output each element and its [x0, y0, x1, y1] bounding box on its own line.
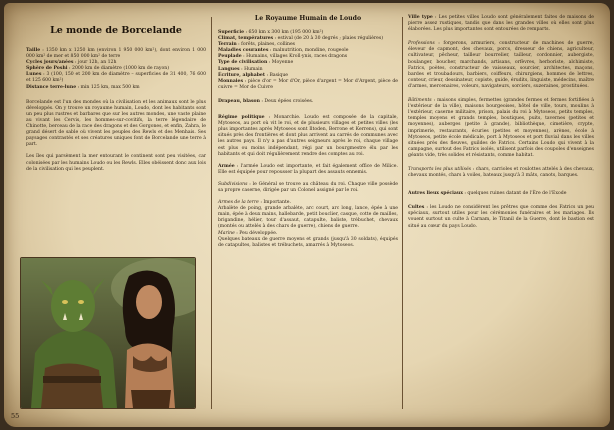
column-loudo-1: [218, 15, 398, 413]
stat-line: Maladies courantes : malnutrition, mondine, rougeole: [218, 48, 349, 54]
armes-paragraph: Arbalète de poing, grande arbalète, arc court, arc long, lance, épée à une main, épée à deux mains, hallebarde, petit bouclier, casque, cotte de mailles, brigandine, hélier, tour d'assaut, catapulte, baliste, trébuchet, chevaux (montés ou attelés à des chars de guerre), chiens de guerre.: [218, 206, 398, 230]
column-loudo-2: [408, 15, 594, 413]
armee-paragraph: Armée : l'armée Loudo est importante, et fait également office de Milice. Elle est équipée pour repousser la plupart des assauts ennemis.: [218, 163, 398, 175]
marine-heading: Marine : Peu développée.: [218, 230, 278, 236]
body-paragraph: Borcelande est l'un des mondes où la civilisation et les animaux sont le plus développés. On y trouve un royaume humain, Loudo, dont les habitants sont un peu plus rustres et barbares que sur les autres mondes, une vaste plaine au vivant les Cervis, les hommes-sur-covitifs, la terre légendaire de Chinotte, berceau de la race des dragons et des Gorgones, et enfin, Zahra, le grand désert de sable où vivent les peuples des Rewls et des Menhais. Ses paysages contrastés et ses créatures uniques font de Borcelande une terre à part.: [26, 99, 206, 148]
stat-line: Terrain : forêts, plaines, collines: [218, 42, 296, 48]
body-paragraph: Les îles qui parsèment la mer entourant le continent sont peu visitées, car colonisées par les humains Loudo ou les Rewls. Elles obéissent donc aux lois de la civilisation qui les peuplent.: [26, 154, 206, 172]
lieux-paragraph: Autres lieux spéciaux : quelques ruines datant de l'Ère de l'Exode: [408, 191, 567, 197]
document-page: [4, 3, 610, 427]
transport-paragraph: Transports les plus utilisés : chars, carrioles et roulottes attelés à des chevaux, chevaux montés, chars à voiles, bateaux jusqu'à 3 mâts, canots, barques.: [408, 166, 594, 179]
illustration-image: [21, 258, 195, 408]
stat-line: Cycles jours/anées : jour 12h, an 12h: [26, 60, 117, 66]
loudo-stats: [218, 30, 398, 91]
marine-paragraph: Quelques bateaux de guerre moyens et grands (jusqu'à 30 soldats), équipés de catapultes, balistes et trébuchets, amarrés à Mytoseos.: [218, 236, 398, 248]
page-number: 55: [11, 412, 20, 420]
borcelande-stats: [26, 48, 206, 91]
stat-line: Monnaies : pièce d'or = Mor d'Or, pièce d'argent = Mor d'Argent, pièce de cuivre = Mor de Cuivre: [218, 78, 398, 90]
section-title-borcelande: Le monde de Borcelande: [50, 25, 182, 36]
stat-line: Écriture, alphabet : Basique: [218, 72, 289, 78]
cultes-paragraph: Cultes : les Loudo ne considèrent les prêtres que comme des Fatrics un peu spéciaux, surtout utiles pour les cérémonies funéraires et les mariages. Ils vouent surtout un culte à Carnam, le Titanil de la Guerre, dont le bastion est situé au cœur du pays Loudo.: [408, 205, 594, 229]
stat-line: Distance terre-lune : min 125 km, max 500 km: [26, 84, 140, 90]
batiments-paragraph: Bâtiments : maisons simples, fermettes (grandes fermes et fermes fortifiées à l'extérieur de la ville), maisons bourgeoises, hôtel de ville, tours, moulins à l'extérieur, caserne militaire, prison, palais du roi à Mytoseos, petits temples, temples moyens et grands temples, boutiques, puits, tavernes (petites et moyennes), auberges (petite à grande), bibliothèque, cimetière, crypte, imprimerie, restaurants, écuries (petites et moyennes), arènes, école à Mytoseos, petite école médicale, port à Mytoseos et port fluvial dans les villes situées près des fleuves, guildes de Fatrics. Certains Loudo qui vivent à la campagne, surtout des Fatrics isolés, utilisent parfois des coupoles d'enseignes géants vide, très solides et résistants, comme habitat.: [408, 98, 594, 158]
stat-line: Climat, températures : estival (de 20 à 30 degrés ; plaies régulières): [218, 36, 384, 42]
armes-heading: Armes de la terre : Importante.: [218, 200, 291, 206]
stat-line: Lunes : 3 (100, 150 et 200 km de diamètre – superficies de 31 400, 76 600 et 125 600 km²): [26, 72, 206, 84]
flag-paragraph: Drapeau, blason : Deux épées croisées.: [218, 98, 314, 104]
stat-line: Type de civilisation : Moyenne: [218, 60, 294, 66]
stat-line: Langues : Humain: [218, 66, 263, 72]
professions-paragraph: Professions : forgerons, armuriers, constructeur de machines de guerre, éleveur de capmont, des chevaux, porcs, dresseur de chiens, agriculteur, cultivateur, pêcheur, tailleur bourrelier, tailleur, cordonnier, aubergiste, boulanger, boucher, marchands, artisans, orfèvres, herboriste, alchimiste, Fatrics, poètes, constructeur de vaisseaux, sourcier, architectes, maçons, bardes et troubadours, barbiers, coiffeurs, chirurgiens, hommes de lettres, conteur, crieur, dessinateur, copiste, guide, érudits, linguiste, médecins, maître d'armes, mercenaires, voleurs, navigateurs, sorciers, suzeraines, prostituées.: [408, 41, 594, 89]
stat-line: Superficie : 650 km x 300 km (195 000 km²): [218, 30, 324, 35]
section-title-loudo: Le Royaume Humain de Loudo: [254, 15, 362, 22]
ville-paragraph: Ville type : Les petites villes Loudo sont généralement faites de maisons de pierre assez rustiques, tandis que dans les grandes villes où elles sont plus élaborées. Les plus importantes sont entourées de remparts.: [408, 15, 594, 33]
column-divider: [211, 17, 212, 409]
regime-paragraph: Régime politique : Monarchie. Loudo est composée de la capitale, Mytoseos, au port où vit le roi, et de plusieurs villages et petites villes (les plus importantes après Mytoseos sont Iltoden, Berrone et Kerrens), qui sont situés près des frontières et dont plus arrivent au carrés de communes avec les autres pays. Il n'y a pas d'autres seigneurs après le roi, chaque village est plus ou moins indépendant, régi par un bourgmestre élu par les habitants et qui doit régulièrement rendre des comptes au roi.: [218, 115, 398, 157]
column-divider: [402, 17, 403, 409]
stat-line: Sphère de Poshi : 2000 km de diamètre (1000 km de rayon): [26, 66, 170, 72]
stat-line: Peuplade : Humains, villages Kroll·ynis, races dragons: [218, 54, 348, 60]
stat-line: Taille : 1350 km x 1250 km (environ 1 950 000 km²), dont environ 1 000 000 km² de mer et 850 000 km² de terre: [26, 48, 206, 60]
orc-and-woman-illustration: [20, 257, 196, 409]
subdivisions-paragraph: Subdivisions : le Général se trouve au château du roi. Chaque ville possède sa propre caserne, dirigée par un Colonel assigné par le roi.: [218, 181, 398, 193]
